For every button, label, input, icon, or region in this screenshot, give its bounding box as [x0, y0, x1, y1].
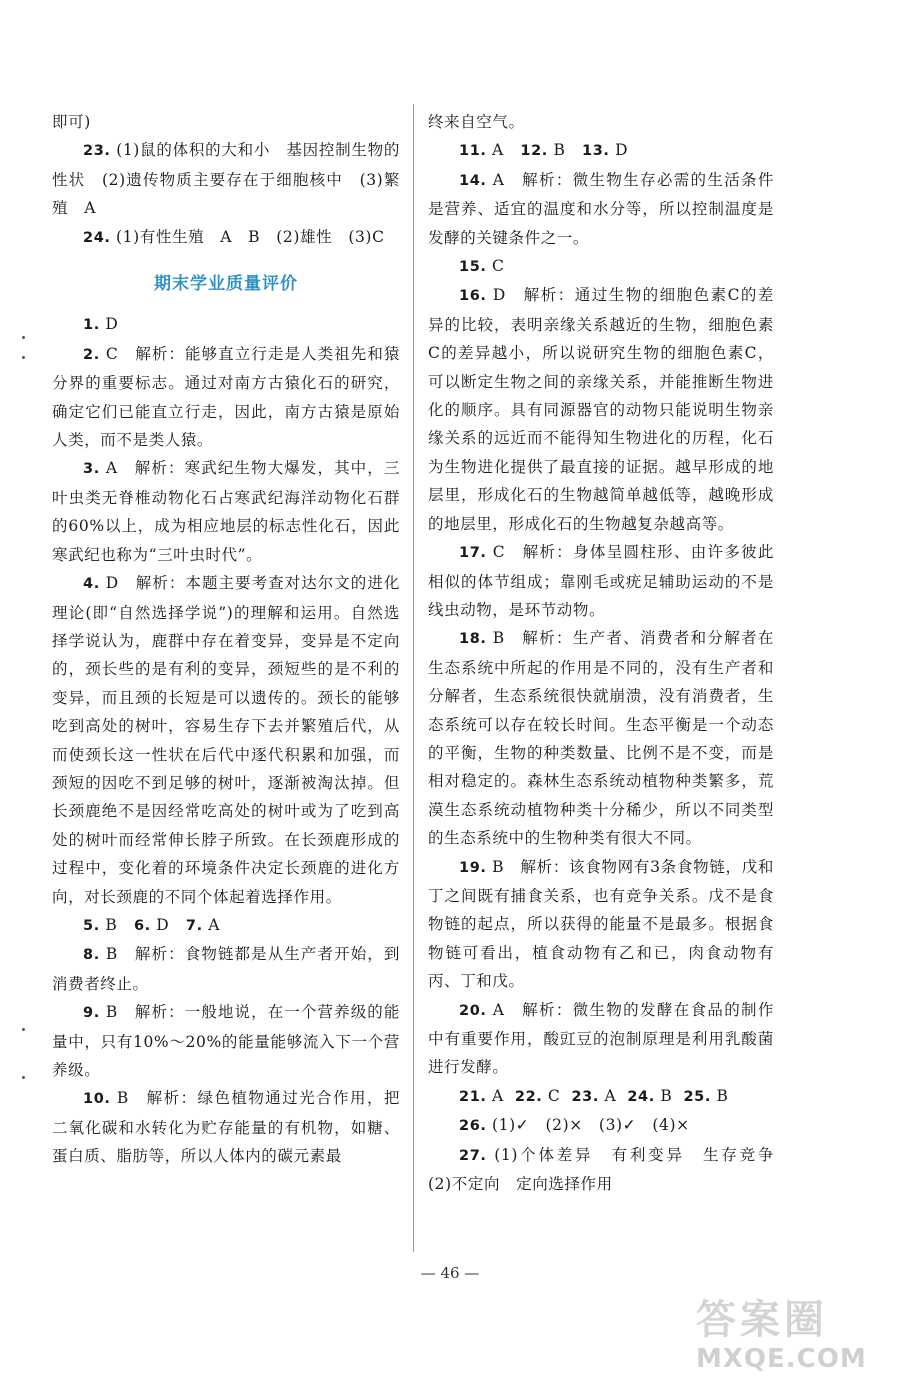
answer-8: [52, 940, 400, 998]
answer-text: B 解析：食物链都是从生产者开始，到消费者终止。: [52, 945, 400, 993]
answer-26: [428, 1111, 774, 1140]
answer-23: [52, 136, 400, 222]
question-number: 12.: [520, 143, 548, 160]
answer-text: B: [105, 915, 118, 934]
question-number: 11.: [459, 143, 487, 160]
answer-text: (1)有性生殖 A B (2)雄性 (3)C: [116, 227, 385, 246]
margin-dot: [22, 1028, 25, 1031]
question-number: 18.: [459, 631, 487, 648]
answer-text: A: [604, 1086, 617, 1105]
question-number: 21.: [459, 1088, 487, 1105]
page-number: — 46 —: [420, 1264, 480, 1282]
question-number: 22.: [514, 1088, 543, 1105]
answer-text: (1)鼠的体积的大和小 基因控制生物的性状 (2)遗传物质主要存在于细胞核中 (3)繁殖 A: [52, 141, 401, 218]
question-number: 24.: [83, 229, 111, 246]
question-number: 16.: [459, 288, 487, 305]
answer-4: [52, 569, 400, 911]
question-number: 26.: [459, 1118, 487, 1135]
watermark-url: MXQE.COM: [696, 1344, 867, 1374]
answer-text: B 解析：该食物网有3条食物链，戊和丁之间既有捕食关系，也有竞争关系。戊不是食物链的起点，所以获得的能量不是最多。根据食物链可看出，植食动物有乙和已，肉食动物有丙、丁和戊。: [428, 857, 774, 991]
question-number: 17.: [459, 545, 487, 562]
left-column: [52, 108, 400, 1171]
question-number: 23.: [83, 143, 111, 160]
question-number: 15.: [459, 259, 487, 276]
question-number: 4.: [83, 576, 100, 593]
question-number: 24.: [627, 1088, 655, 1105]
answer-text: B: [553, 141, 566, 160]
column-divider: [413, 104, 414, 1252]
question-number: 5.: [83, 917, 100, 934]
question-number: 14.: [459, 172, 487, 189]
answer-15: [428, 252, 774, 281]
answer-text: B 解析：绿色植物通过光合作用，把二氧化碳和水转化为贮存能量的有机物，如糖、蛋白质、脂肪等，所以人体内的碳元素最: [52, 1089, 400, 1166]
answer-14: [428, 166, 774, 252]
question-number: 23.: [571, 1088, 599, 1105]
answers-11-13: [428, 136, 774, 165]
answer-text: A: [492, 141, 504, 160]
answer-18: [428, 624, 774, 852]
question-number: 8.: [83, 947, 100, 964]
answer-text: (1)✓ (2)× (3)✓ (4)×: [492, 1116, 690, 1135]
question-number: 20.: [459, 1002, 487, 1019]
answer-17: [428, 538, 774, 624]
answer-text: A 解析：寒武纪生物大爆发，其中，三叶虫类无脊椎动物化石占寒武纪海洋动物化石群的60%以上，成为相应地层的标志性化石，因此寒武纪也称为“三叶虫时代”。: [52, 459, 401, 564]
answer-text: A 解析：微生物的发酵在食品的制作中有重要作用，酸豇豆的泡制原理是利用乳酸菌进行发酵。: [428, 1000, 774, 1077]
question-number: 7.: [185, 917, 203, 934]
answer-text: D 解析：通过生物的细胞色素C的差异的比较，表明亲缘关系越近的生物，细胞色素C的差异越小，所以说研究生物的细胞色素C，可以断定生物之间的亲缘关系，并能推断生物进化的顺序。具有同源器官的动物只能说明生物亲缘关系的远近而不能得知生物进化的历程，化石为生物进化提供了最直接的证据。越早形成的地层里，形成化石的生物越简单越低等，越晚形成的地层里，形成化石的生物越复杂越高等。: [428, 286, 774, 533]
answer-text: B 解析：生产者、消费者和分解者在生态系统中所起的作用是不同的，没有生产者和分解者，生态系统很快就崩溃，没有消费者，生态系统可以存在较长时间。生态平衡是一个动态的平衡，生物的种类数量、比例不是不变，而是相对稳定的。森林生态系统动植物种类繁多，荒漠生态系统动植物种类十分稀少，所以不同类型的生态系统中的生物种类有很大不同。: [428, 629, 775, 848]
question-number: 13.: [582, 143, 610, 160]
question-number: 3.: [83, 461, 100, 478]
answer-text: A: [492, 1086, 504, 1105]
answer-text: B: [660, 1086, 673, 1105]
answer-20: [428, 996, 774, 1082]
question-number: 2.: [83, 346, 100, 363]
answer-text: D 解析：本题主要考查对达尔文的进化理论(即“自然选择学说”)的理解和运用。自然选择学说认为，鹿群中存在着变异，变异是不定向的，颈长些的是有利的变异，颈短些的是不利的变异，而且颈的长短是可以遗传的。颈长的能够吃到高处的树叶，容易生存下去并繁殖后代，从而使颈长这一性状在后代中逐代积累和加强，而颈短的因吃不到足够的树叶，逐渐被淘汰掉。但长颈鹿绝不是因经常吃高处的树叶或为了吃到高处的树叶而经常伸长脖子所致。在长颈鹿形成的过程中，变化着的环境条件决定长颈鹿的进化方向，对长颈鹿的不同个体起着选择作用。: [52, 574, 400, 906]
answer-text: (1)个体差异 有利变异 生存竞争 (2)不定向 定向选择作用: [428, 1145, 791, 1194]
answer-text: D: [156, 915, 170, 934]
margin-dot: [22, 336, 25, 339]
answer-2: [52, 340, 400, 455]
answer-text: C: [547, 1086, 561, 1105]
question-number: 9.: [83, 1005, 100, 1022]
answer-24: [52, 223, 400, 252]
question-number: 6.: [133, 917, 151, 934]
right-column: [428, 108, 791, 1198]
answer-text: C: [492, 257, 505, 276]
question-number: 25.: [683, 1088, 711, 1105]
margin-dot: [22, 1076, 25, 1079]
margin-dot: [22, 356, 25, 359]
answer-text: C 解析：身体呈圆柱形、由许多彼此相似的体节组成；靠刚毛或疣足辅助运动的不是线虫动物，是环节动物。: [428, 543, 775, 619]
answer-1: [52, 310, 400, 339]
answer-text: D: [105, 315, 119, 334]
answer-text: C 解析：能够直立行走是人类祖先和猿分界的重要标志。通过对南方古猿化石的研究，确定它们已能直立行走，因此，南方古猿是原始人类，而不是类人猿。: [52, 344, 400, 450]
question-number: 1.: [83, 317, 100, 334]
answer-text: B 解析：一般地说，在一个营养级的能量中，只有10%～20%的能量能够流入下一个营养级。: [52, 1003, 400, 1079]
answer-text: D: [615, 141, 629, 160]
answer-text: A: [208, 915, 221, 934]
watermark-logo: [696, 1296, 886, 1384]
continued-text: 即可): [52, 113, 91, 131]
answers-21-25: [428, 1082, 774, 1111]
answer-27: [428, 1141, 791, 1199]
answers-5-7: [52, 911, 400, 940]
answer-19: [428, 853, 774, 996]
answer-10: [52, 1084, 400, 1170]
watermark-title: 答案圈: [696, 1297, 828, 1343]
answer-9: [52, 998, 400, 1084]
section-heading: 期末学业质量评价: [154, 274, 298, 295]
answer-3: [52, 454, 400, 569]
question-number: 10.: [83, 1091, 111, 1108]
answer-text: B: [716, 1086, 729, 1105]
question-number: 19.: [459, 859, 487, 876]
continued-text: 终来自空气。: [428, 113, 525, 131]
question-number: 27.: [459, 1147, 487, 1164]
answer-text: A 解析：微生物生存必需的生活条件是营养、适宜的温度和水分等，所以控制温度是发酵的关键条件之一。: [428, 170, 774, 247]
answer-16: [428, 281, 774, 538]
